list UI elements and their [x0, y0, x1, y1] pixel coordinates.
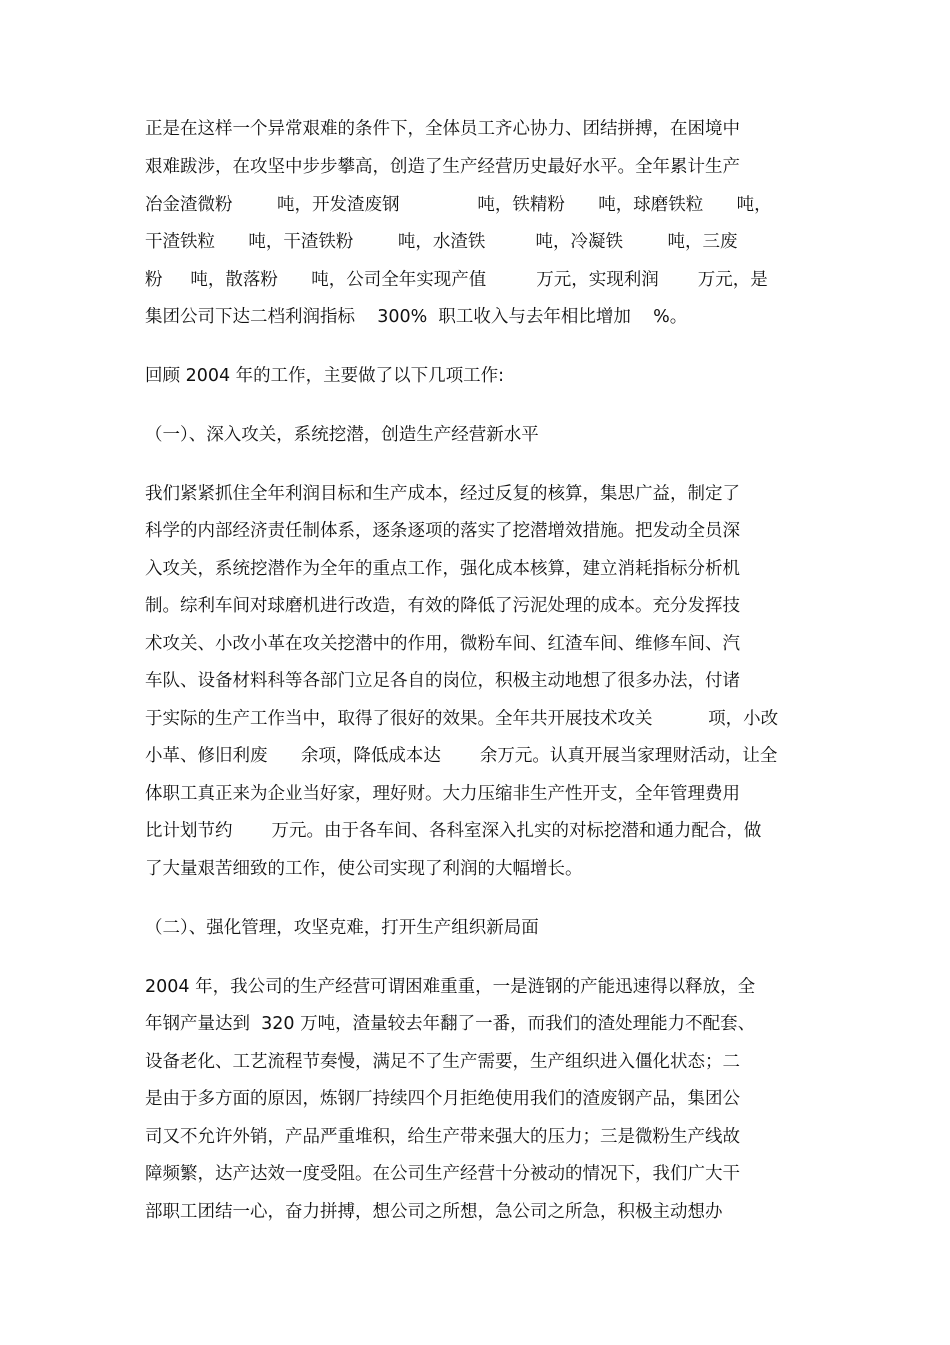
- text-line: 设备老化、工艺流程节奏慢，满足不了生产需要，生产组织进入僵化状态；二: [145, 1052, 740, 1072]
- text-line: 正是在这样一个异常艰难的条件下，全体员工齐心协力、团结拼搏，在困境中: [145, 119, 740, 139]
- section-heading-2: （二）、强化管理，攻坚克难，打开生产组织新局面: [145, 918, 539, 938]
- text-line: 艰难跋涉，在攻坚中步步攀高，创造了生产经营历史最好水平。全年累计生产: [145, 157, 740, 177]
- text-line: 于实际的生产工作当中，取得了很好的效果。全年共开展技术攻关 项，小改: [145, 709, 779, 729]
- text-line: 比计划节约 万元。由于各车间、各科室深入扎实的对标挖潜和通力配合，做: [145, 821, 762, 841]
- text-line: 科学的内部经济责任制体系，逐条逐项的落实了挖潜增效措施。把发动全员深: [145, 521, 740, 541]
- text-line: 入攻关，系统挖潜作为全年的重点工作，强化成本核算，建立消耗指标分析机: [145, 559, 740, 579]
- text-line: 车队、设备材料科等各部门立足各自的岗位，积极主动地想了很多办法，付诸: [145, 671, 740, 691]
- text-line: 制。综利车间对球磨机进行改造，有效的降低了污泥处理的成本。充分发挥技: [145, 596, 740, 616]
- text-line: 粉 吨，散落粉 吨，公司全年实现产值 万元，实现利润 万元，是: [145, 270, 768, 290]
- text-line: 我们紧紧抓住全年利润目标和生产成本，经过反复的核算，集思广益，制定了: [145, 484, 740, 504]
- text-line: 2004 年，我公司的生产经营可谓困难重重，一是涟钢的产能迅速得以释放，全: [145, 977, 756, 997]
- text-line: 是由于多方面的原因，炼钢厂持续四个月拒绝使用我们的渣废钢产品，集团公: [145, 1089, 740, 1109]
- text-line: 部职工团结一心，奋力拼搏，想公司之所想，急公司之所急，积极主动想办: [145, 1202, 723, 1222]
- text-line: 术攻关、小改小革在攻关挖潜中的作用，微粉车间、红渣车间、维修车间、汽: [145, 634, 740, 654]
- text-line: 了大量艰苦细致的工作，使公司实现了利润的大幅增长。: [145, 859, 583, 879]
- text-line: 司又不允许外销，产品严重堆积，给生产带来强大的压力；三是微粉生产线故: [145, 1127, 740, 1147]
- text-line: 小革、修旧利废 余项，降低成本达 余万元。认真开展当家理财活动，让全: [145, 746, 778, 766]
- text-line: 集团公司下达二档利润指标 300% 职工收入与去年相比增加 %。: [145, 307, 688, 327]
- text-line: 冶金渣微粉 吨，开发渣废钢 吨，铁精粉 吨，球磨铁粒 吨，: [145, 195, 772, 215]
- section-heading-1: （一）、深入攻关，系统挖潜，创造生产经营新水平: [145, 425, 539, 445]
- text-line: 干渣铁粒 吨，干渣铁粉 吨，水渣铁 吨，冷凝铁 吨，三废: [145, 232, 738, 252]
- text-line: 年钢产量达到 320 万吨，渣量较去年翻了一番，而我们的渣处理能力不配套、: [145, 1014, 756, 1034]
- text-line: 障频繁，达产达效一度受阻。在公司生产经营十分被动的情况下，我们广大干: [145, 1164, 740, 1184]
- text-line: 体职工真正来为企业当好家，理好财。大力压缩非生产性开支，全年管理费用: [145, 784, 740, 804]
- intro-paragraph: 回顾 2004 年的工作，主要做了以下几项工作:: [145, 366, 505, 386]
